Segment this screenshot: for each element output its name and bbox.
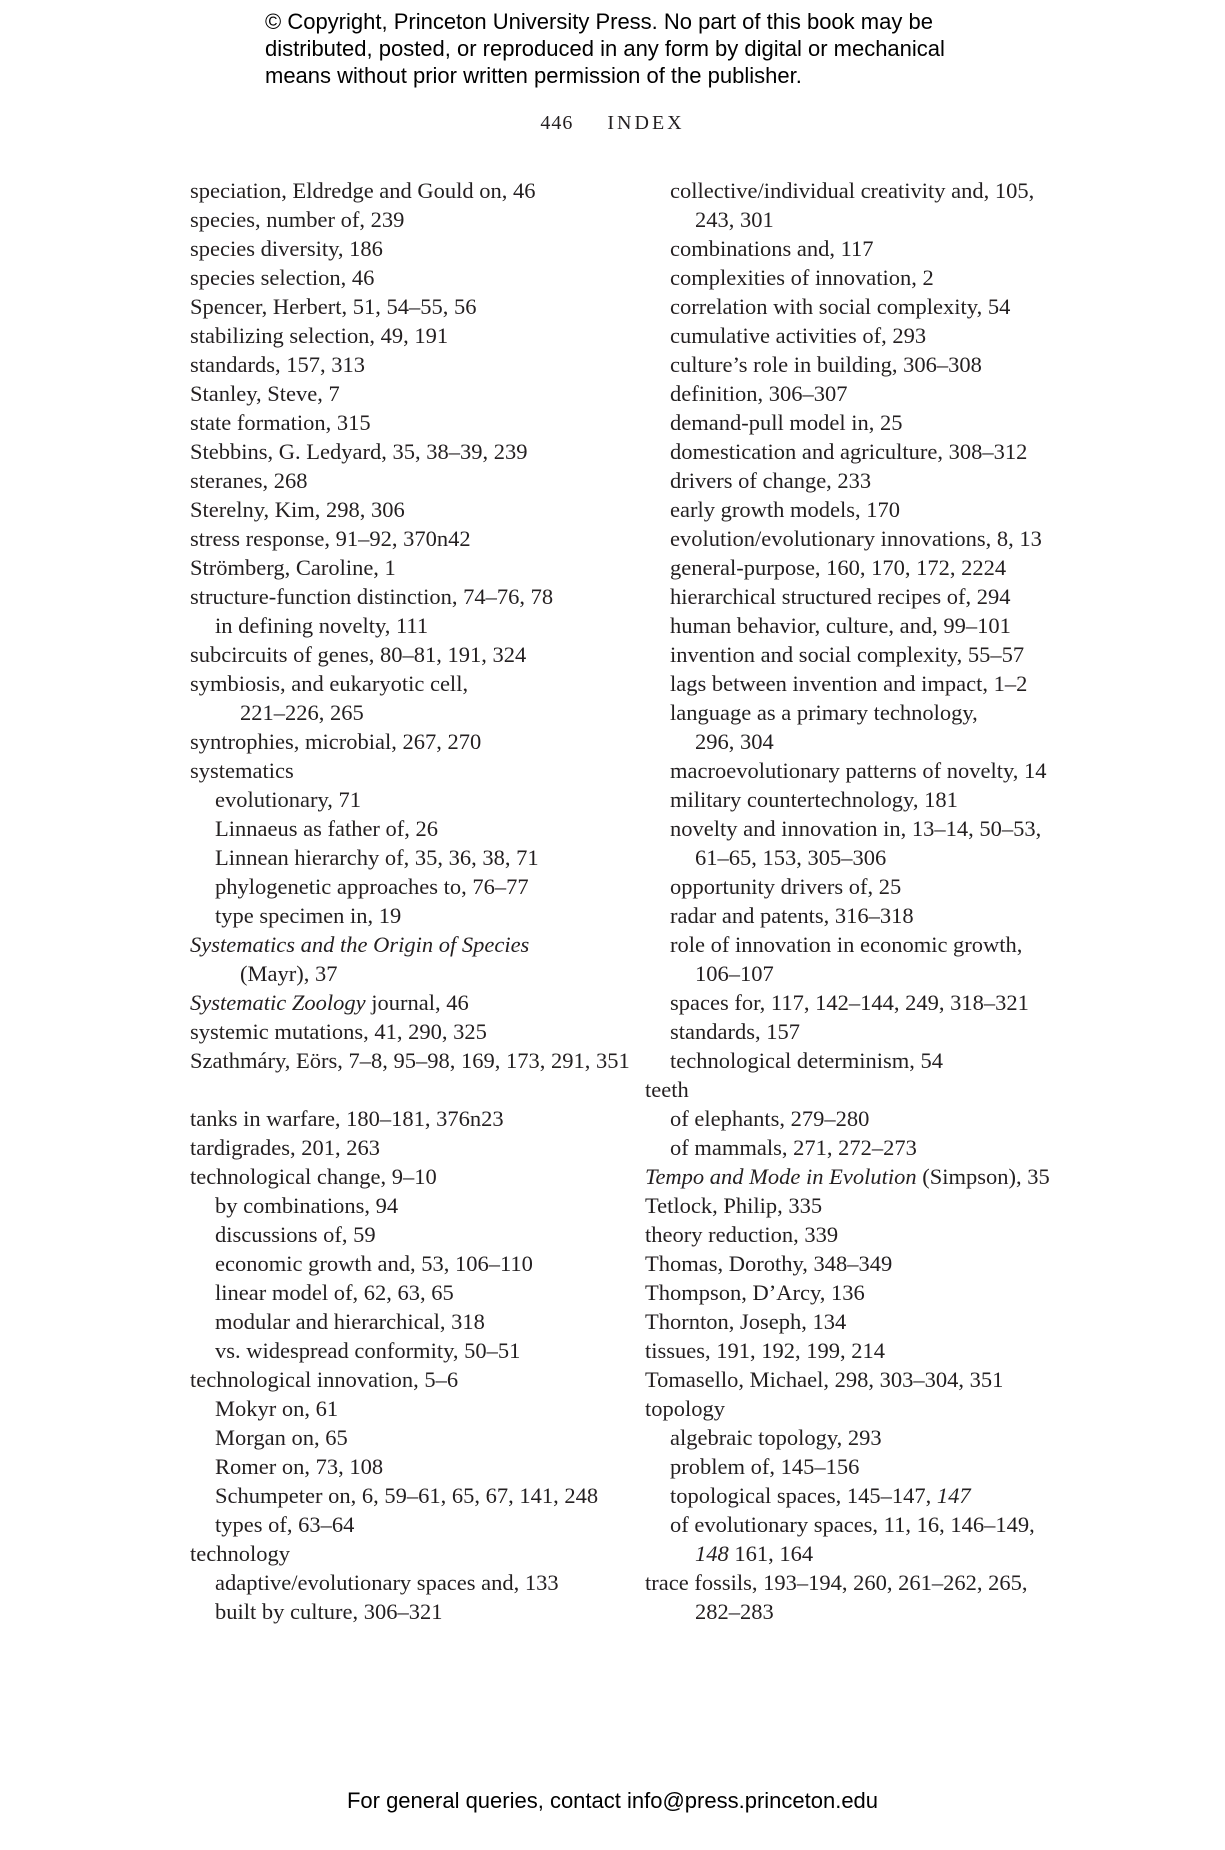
index-entry-text: systematics (190, 758, 294, 783)
index-entry (645, 872, 1065, 901)
index-entry (645, 1249, 1065, 1278)
index-entry (190, 466, 630, 495)
index-entry-text: hierarchical structured recipes of, 294 (670, 584, 1011, 609)
index-entry-text: Tomasello, Michael, 298, 303–304, 351 (645, 1367, 1004, 1392)
index-entry (645, 611, 1065, 640)
copyright-line: distributed, posted, or reproduced in any form by digital or mechanical (265, 36, 945, 61)
index-entry (190, 437, 630, 466)
index-entry-text: phylogenetic approaches to, 76–77 (215, 874, 529, 899)
index-entry (190, 1568, 630, 1597)
index-entry-text: cumulative activities of, 293 (670, 323, 927, 348)
index-entry-text: Stanley, Steve, 7 (190, 381, 340, 406)
index-entry (190, 234, 630, 263)
index-entry-text: 61–65, 153, 305–306 (695, 845, 887, 870)
index-entry-text: modular and hierarchical, 318 (215, 1309, 485, 1334)
index-entry (645, 176, 1065, 205)
index-entry-text: Szathmáry, Eörs, 7–8, 95–98, 169, 173, 291, 351 (190, 1048, 630, 1073)
index-entry-text: built by culture, 306–321 (215, 1599, 443, 1624)
index-entry-text: technology (190, 1541, 290, 1566)
index-entry-text: by combinations, 94 (215, 1193, 399, 1218)
index-entry-text: species diversity, 186 (190, 236, 383, 261)
index-entry-text: radar and patents, 316–318 (670, 903, 914, 928)
index-entry-text: tanks in warfare, 180–181, 376n23 (190, 1106, 504, 1131)
index-entry-text: 221–226, 265 (240, 700, 364, 725)
index-entry (190, 640, 630, 669)
index-entry-text: Morgan on, 65 (215, 1425, 348, 1450)
index-entry (645, 1365, 1065, 1394)
index-entry-text: Thomas, Dorothy, 348–349 (645, 1251, 893, 1276)
index-entry-text: culture’s role in building, 306–308 (670, 352, 982, 377)
index-entry-text: economic growth and, 53, 106–110 (215, 1251, 533, 1276)
index-entry (645, 1191, 1065, 1220)
index-entry-text: domestication and agriculture, 308–312 (670, 439, 1028, 464)
index-entry (645, 234, 1065, 263)
index-entry (190, 1220, 630, 1249)
index-entry-text: steranes, 268 (190, 468, 308, 493)
index-entry (645, 1133, 1065, 1162)
index-entry (645, 698, 1065, 727)
index-entry (190, 495, 630, 524)
index-entry (645, 379, 1065, 408)
copyright-notice (265, 8, 1005, 89)
index-entry (645, 756, 1065, 785)
copyright-line: means without prior written permission of the publisher. (265, 63, 802, 88)
index-entry-text: journal, 46 (365, 990, 469, 1015)
index-entry (190, 1336, 630, 1365)
index-entry (190, 205, 630, 234)
index-entry (645, 1481, 1065, 1510)
index-entry (645, 466, 1065, 495)
index-entry-text: 161, 164 (728, 1541, 814, 1566)
index-entry (190, 553, 630, 582)
index-entry (190, 1046, 630, 1075)
index-entry (645, 640, 1065, 669)
index-column-left (190, 176, 630, 1626)
index-entry (645, 843, 1065, 872)
index-entry-text: type specimen in, 19 (215, 903, 402, 928)
index-entry (645, 1307, 1065, 1336)
index-entry (190, 669, 630, 698)
index-entry-text: 282–283 (695, 1599, 774, 1624)
index-entry-text: human behavior, culture, and, 99–101 (670, 613, 1011, 638)
index-entry (645, 205, 1065, 234)
index-entry-text: Sterelny, Kim, 298, 306 (190, 497, 405, 522)
index-entry (645, 350, 1065, 379)
index-entry-text: (Simpson), 35 (916, 1164, 1050, 1189)
page-number: 446 (540, 112, 574, 134)
index-entry-text: Thornton, Joseph, 134 (645, 1309, 847, 1334)
index-entry (645, 959, 1065, 988)
index-entry-text: Tetlock, Philip, 335 (645, 1193, 823, 1218)
index-entry (190, 814, 630, 843)
index-entry (190, 524, 630, 553)
index-column-right (645, 176, 1065, 1626)
index-entry (645, 1423, 1065, 1452)
index-entry (190, 785, 630, 814)
index-entry-text: Romer on, 73, 108 (215, 1454, 384, 1479)
index-entry (190, 988, 630, 1017)
index-entry-text: military countertechnology, 181 (670, 787, 958, 812)
index-entry-text: of elephants, 279–280 (670, 1106, 870, 1131)
index-entry (190, 1510, 630, 1539)
index-entry (190, 727, 630, 756)
index-entry-text: Strömberg, Caroline, 1 (190, 555, 396, 580)
index-entry (645, 582, 1065, 611)
index-entry (190, 321, 630, 350)
index-entry-text: complexities of innovation, 2 (670, 265, 934, 290)
index-entry-text: types of, 63–64 (215, 1512, 355, 1537)
index-entry-text: Spencer, Herbert, 51, 54–55, 56 (190, 294, 477, 319)
index-entry-text: teeth (645, 1077, 689, 1102)
index-entry (645, 727, 1065, 756)
index-entry (645, 1452, 1065, 1481)
index-entry-text: combinations and, 117 (670, 236, 874, 261)
index-entry (645, 437, 1065, 466)
running-head (0, 112, 1225, 135)
index-entry-text: adaptive/evolutionary spaces and, 133 (215, 1570, 559, 1595)
index-entry (190, 1423, 630, 1452)
index-entry-title: Systematic Zoology (190, 990, 366, 1015)
index-entry (190, 1017, 630, 1046)
index-entry (190, 930, 630, 959)
index-entry-text: linear model of, 62, 63, 65 (215, 1280, 454, 1305)
index-entry-text: evolution/evolutionary innovations, 8, 13 (670, 526, 1042, 551)
index-entry-text: Stebbins, G. Ledyard, 35, 38–39, 239 (190, 439, 528, 464)
index-entry (190, 611, 630, 640)
index-entry-text: invention and social complexity, 55–57 (670, 642, 1025, 667)
index-entry (190, 1452, 630, 1481)
index-entry-text: macroevolutionary patterns of novelty, 14 (670, 758, 1047, 783)
index-entry-text: problem of, 145–156 (670, 1454, 860, 1479)
index-entry-text: of mammals, 271, 272–273 (670, 1135, 917, 1160)
index-entry-text: technological determinism, 54 (670, 1048, 944, 1073)
index-entry (645, 669, 1065, 698)
footer-contact: For general queries, contact info@press.princeton.edu (346, 1788, 879, 1813)
index-entry-text: trace fossils, 193–194, 260, 261–262, 265, (645, 1570, 1028, 1595)
index-entry-text: 243, 301 (695, 207, 774, 232)
index-entry-text: symbiosis, and eukaryotic cell, (190, 671, 469, 696)
index-entry-text: lags between invention and impact, 1–2 (670, 671, 1028, 696)
index-entry-text: definition, 306–307 (670, 381, 848, 406)
index-entry-text: Mokyr on, 61 (215, 1396, 339, 1421)
index-entry-text: 296, 304 (695, 729, 774, 754)
index-entry-text: standards, 157, 313 (190, 352, 365, 377)
index-entry (645, 524, 1065, 553)
index-entry (645, 263, 1065, 292)
index-entry-text: drivers of change, 233 (670, 468, 872, 493)
index-entry-text: Schumpeter on, 6, 59–61, 65, 67, 141, 248 (215, 1483, 599, 1508)
index-entry-text: general-purpose, 160, 170, 172, 2224 (670, 555, 1007, 580)
index-entry (645, 408, 1065, 437)
index-entry (190, 959, 630, 988)
index-entry-text: state formation, 315 (190, 410, 371, 435)
index-entry-text: algebraic topology, 293 (670, 1425, 882, 1450)
index-entry-text: structure-function distinction, 74–76, 78 (190, 584, 554, 609)
index-entry (190, 408, 630, 437)
index-entry (190, 1394, 630, 1423)
index-entry (190, 176, 630, 205)
index-entry (190, 379, 630, 408)
index-entry (645, 785, 1065, 814)
index-entry (190, 263, 630, 292)
index-entry (645, 988, 1065, 1017)
index-entry-text: topological spaces, 145–147, (670, 1483, 937, 1508)
index-entry-text: speciation, Eldredge and Gould on, 46 (190, 178, 536, 203)
index-entry (190, 843, 630, 872)
index-entry-text: species selection, 46 (190, 265, 375, 290)
index-entry-title: Tempo and Mode in Evolution (645, 1164, 917, 1189)
index-entry-text: species, number of, 239 (190, 207, 405, 232)
index-entry (645, 1162, 1065, 1191)
index-entry (190, 1278, 630, 1307)
index-entry-text: demand-pull model in, 25 (670, 410, 903, 435)
index-entry (645, 930, 1065, 959)
index-entry (645, 814, 1065, 843)
index-entry (190, 350, 630, 379)
index-entry (645, 495, 1065, 524)
index-entry-text: syntrophies, microbial, 267, 270 (190, 729, 482, 754)
index-entry-text: discussions of, 59 (215, 1222, 376, 1247)
index-entry (190, 1133, 630, 1162)
section-title: INDEX (607, 112, 685, 134)
index-entry (645, 1104, 1065, 1133)
index-entry-text: standards, 157 (670, 1019, 800, 1044)
index-entry-text: stabilizing selection, 49, 191 (190, 323, 449, 348)
index-entry (645, 1278, 1065, 1307)
index-entry-text: subcircuits of genes, 80–81, 191, 324 (190, 642, 527, 667)
index-entry (645, 1597, 1065, 1626)
index-entry-text: in defining novelty, 111 (215, 613, 429, 638)
index-entry (190, 1162, 630, 1191)
index-entry-figure-ref: 147 (936, 1483, 971, 1508)
index-entry-text: Linnaeus as father of, 26 (215, 816, 439, 841)
index-entry (645, 1336, 1065, 1365)
index-entry-text: of evolutionary spaces, 11, 16, 146–149, (670, 1512, 1035, 1537)
index-entry-text: role of innovation in economic growth, (670, 932, 1023, 957)
index-entry (645, 1046, 1065, 1075)
index-entry (190, 698, 630, 727)
index-entry (645, 321, 1065, 350)
index-entry-text: vs. widespread conformity, 50–51 (215, 1338, 521, 1363)
index-entry (190, 292, 630, 321)
index-spacer (190, 1075, 630, 1104)
index-entry (645, 1510, 1065, 1539)
index-entry-text: early growth models, 170 (670, 497, 900, 522)
index-entry (645, 1394, 1065, 1423)
index-entry (645, 1075, 1065, 1104)
index-entry-text: Thompson, D’Arcy, 136 (645, 1280, 865, 1305)
index-entry-title: Systematics and the Origin of Species (190, 932, 530, 957)
index-entry-text: novelty and innovation in, 13–14, 50–53, (670, 816, 1042, 841)
index-entry (190, 1249, 630, 1278)
index-entry-text: stress response, 91–92, 370n42 (190, 526, 471, 551)
index-entry (190, 901, 630, 930)
index-entry-text: collective/individual creativity and, 105, (670, 178, 1035, 203)
index-entry-text: Linnean hierarchy of, 35, 36, 38, 71 (215, 845, 539, 870)
index-entry (645, 1220, 1065, 1249)
index-entry (190, 1597, 630, 1626)
index-entry-text: 106–107 (695, 961, 774, 986)
index-entry-text: spaces for, 117, 142–144, 249, 318–321 (670, 990, 1029, 1015)
index-entry-text: theory reduction, 339 (645, 1222, 839, 1247)
index-entry (190, 1481, 630, 1510)
index-entry (190, 1191, 630, 1220)
index-entry-text: correlation with social complexity, 54 (670, 294, 1011, 319)
index-entry-text: (Mayr), 37 (240, 961, 338, 986)
index-entry-text: tissues, 191, 192, 199, 214 (645, 1338, 886, 1363)
index-entry (190, 582, 630, 611)
index-entry (190, 1365, 630, 1394)
index-entry (645, 1568, 1065, 1597)
index-entry-text: technological innovation, 5–6 (190, 1367, 459, 1392)
index-entry-title: 148 (695, 1541, 729, 1566)
index-entry (190, 1307, 630, 1336)
index-entry-text: systemic mutations, 41, 290, 325 (190, 1019, 487, 1044)
index-entry-text: opportunity drivers of, 25 (670, 874, 902, 899)
index-entry-text: technological change, 9–10 (190, 1164, 437, 1189)
index-entry-text: tardigrades, 201, 263 (190, 1135, 380, 1160)
copyright-line: © Copyright, Princeton University Press. No part of this book may be (265, 9, 933, 34)
index-entry (645, 292, 1065, 321)
index-entry (190, 1104, 630, 1133)
index-entry (190, 756, 630, 785)
index-entry (645, 553, 1065, 582)
index-entry (190, 1539, 630, 1568)
index-entry-text: topology (645, 1396, 726, 1421)
index-entry (645, 1017, 1065, 1046)
index-entry (645, 901, 1065, 930)
index-entry (190, 872, 630, 901)
index-entry (645, 1539, 1065, 1568)
index-entry-text: language as a primary technology, (670, 700, 978, 725)
index-entry-text: evolutionary, 71 (215, 787, 362, 812)
